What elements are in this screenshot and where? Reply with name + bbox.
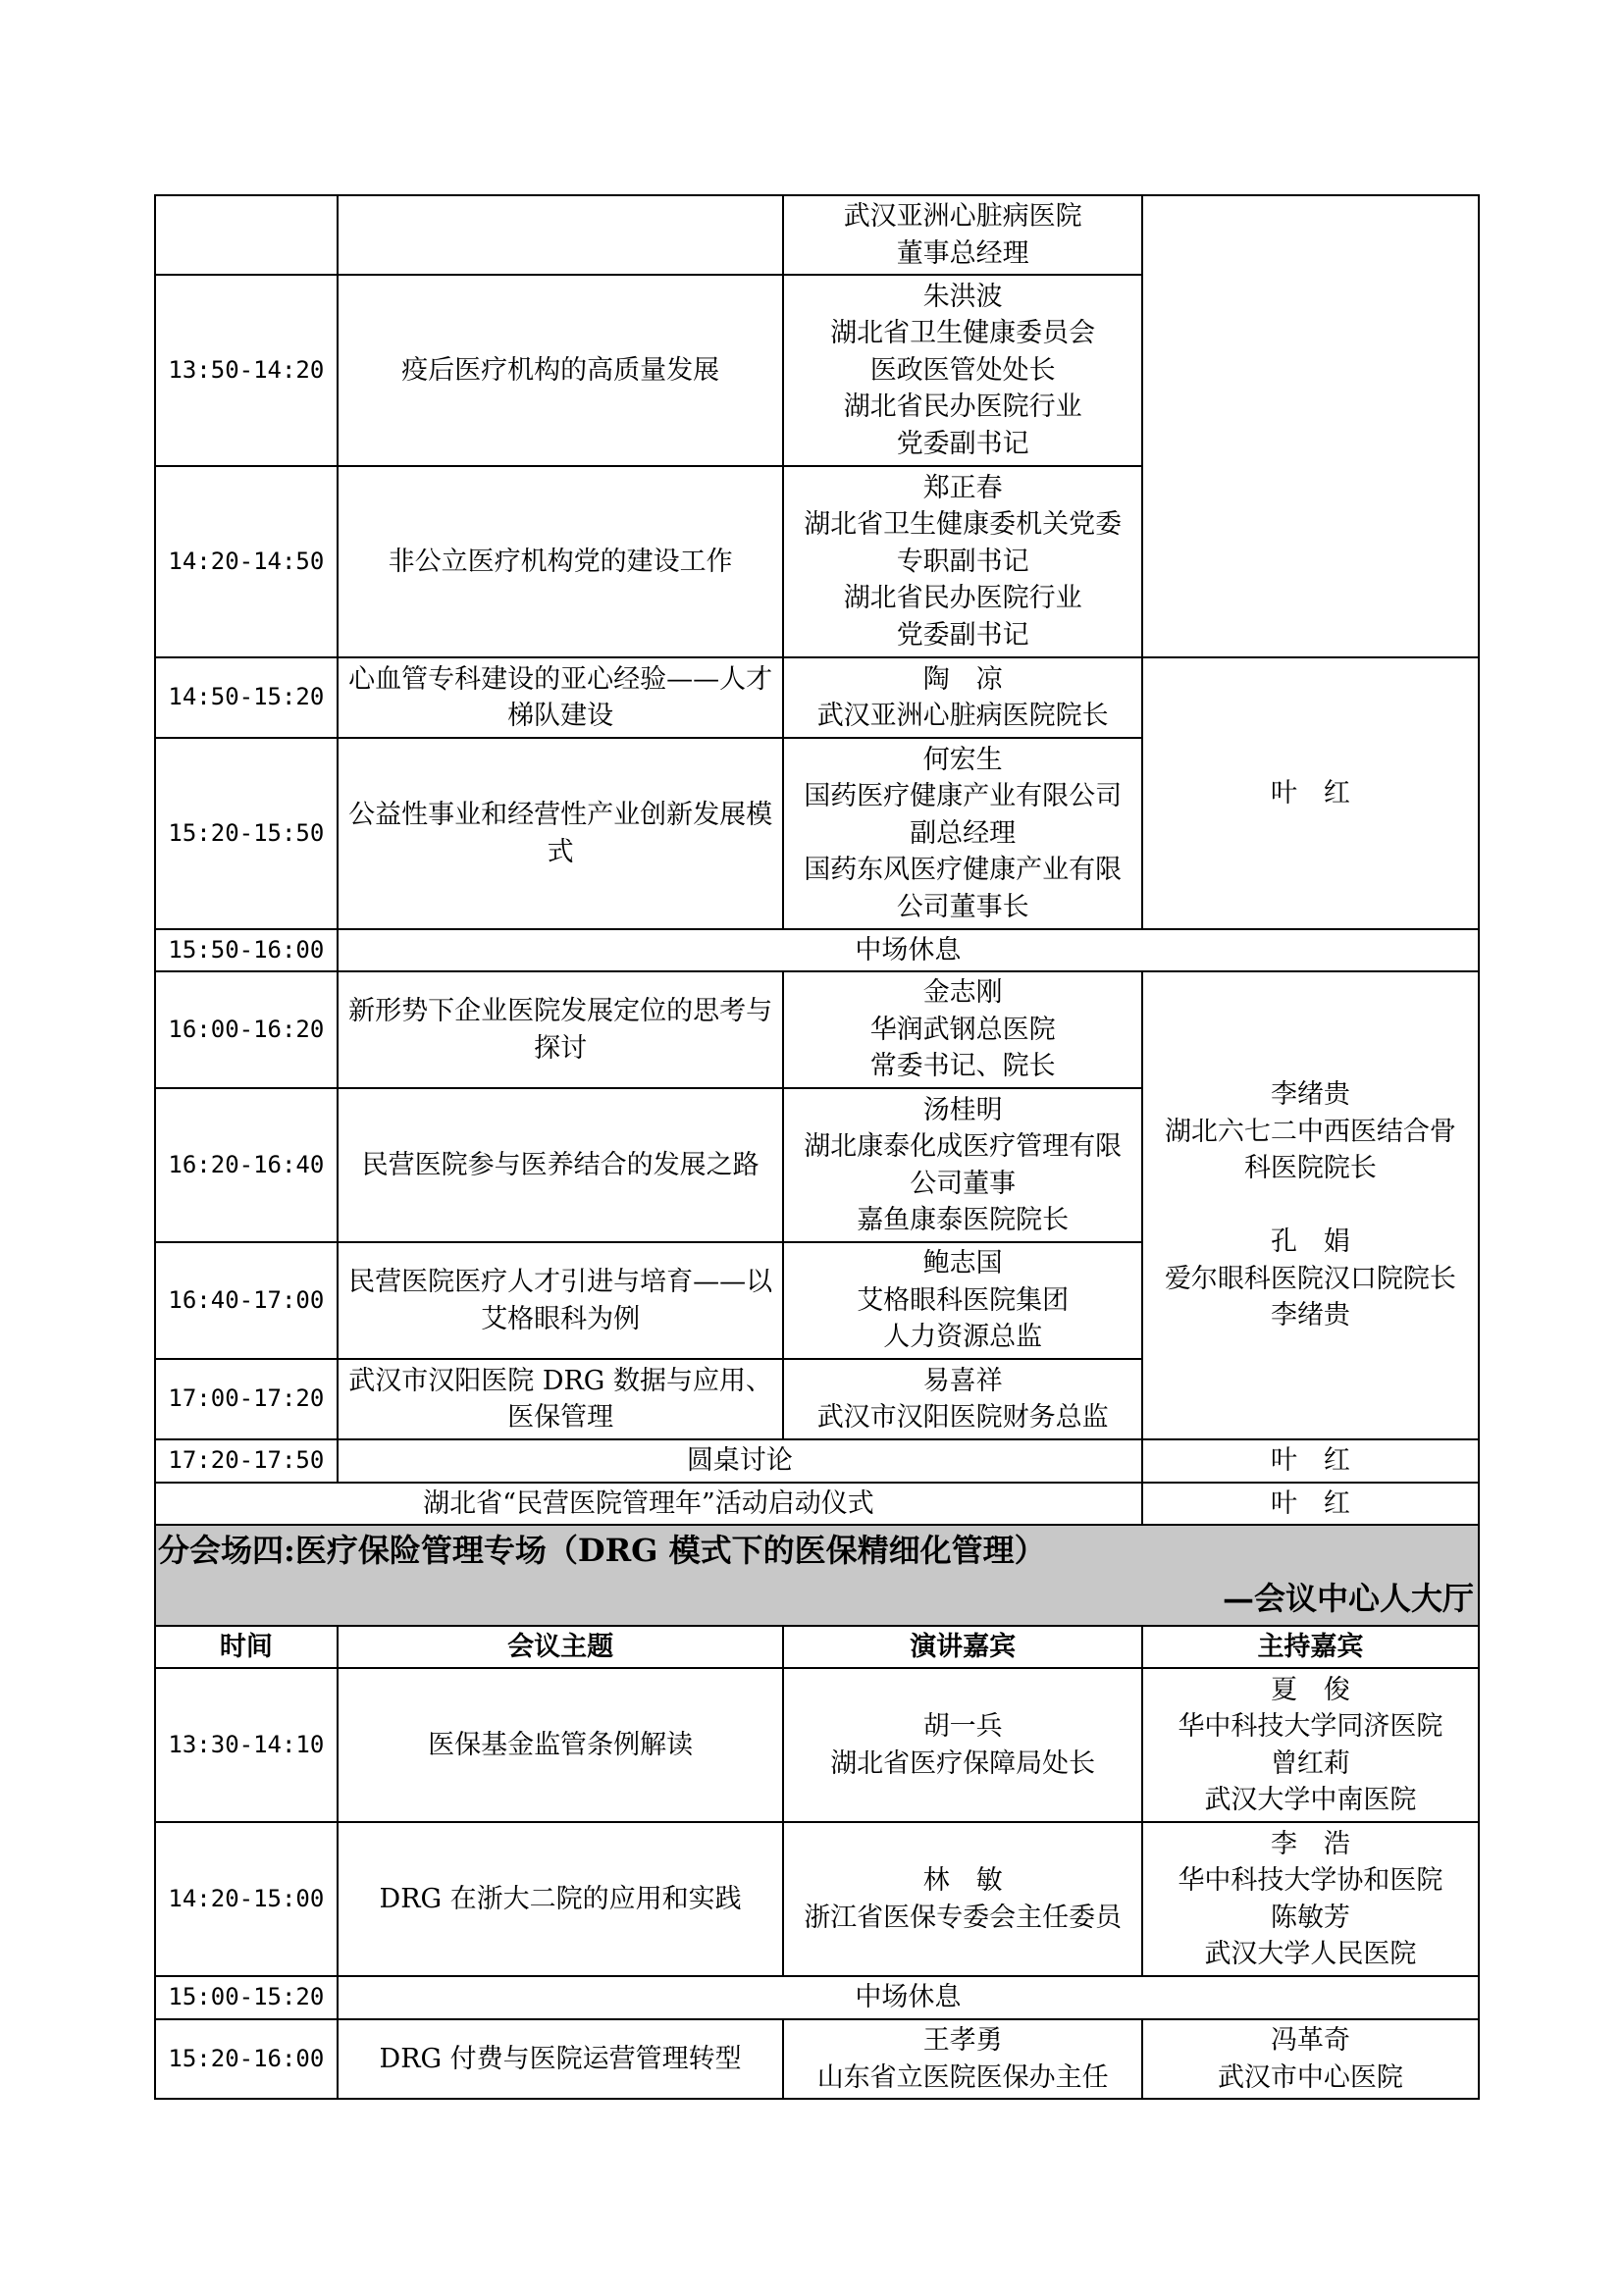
- table-row: [155, 1822, 1479, 1976]
- table-row: [155, 195, 1479, 275]
- speaker-cell: 鲍志国 艾格眼科医院集团 人力资源总监: [783, 1242, 1141, 1359]
- speaker-cell: 陶 凉 武汉亚洲心脏病医院院长: [783, 657, 1141, 738]
- roundtable-label: 圆桌讨论: [338, 1439, 1142, 1483]
- topic-cell: 心血管专科建设的亚心经验——人才梯队建设: [338, 657, 784, 738]
- time-cell: 14:50-15:20: [155, 657, 338, 738]
- host-cell: 李绪贵 湖北六七二中西医结合骨 科医院院长 孔 娟 爱尔眼科医院汉口院院长 李绪贵: [1142, 971, 1479, 1439]
- agenda-table: [154, 194, 1480, 2100]
- topic-cell: 公益性事业和经营性产业创新发展模式: [338, 738, 784, 929]
- host-cell: 冯革奇 武汉市中心医院: [1142, 2019, 1479, 2099]
- time-cell: 15:20-15:50: [155, 738, 338, 929]
- time-cell: 15:00-15:20: [155, 1976, 338, 2019]
- topic-cell: 医保基金监管条例解读: [338, 1668, 784, 1822]
- speaker-cell: 金志刚 华润武钢总医院 常委书记、院长: [783, 971, 1141, 1088]
- break-row: [155, 1976, 1479, 2019]
- time-cell: 14:20-14:50: [155, 466, 338, 657]
- speaker-cell: 朱洪波 湖北省卫生健康委员会 医政医管处处长 湖北省民办医院行业 党委副书记: [783, 275, 1141, 466]
- header-topic: 会议主题: [338, 1626, 784, 1668]
- host-cell: 叶 红: [1142, 657, 1479, 929]
- section-title: 分会场四:医疗保险管理专场（DRG 模式下的医保精细化管理）: [158, 1531, 1046, 1569]
- host-cell: 夏 俊 华中科技大学同济医院 曾红莉 武汉大学中南医院: [1142, 1668, 1479, 1822]
- header-speaker: 演讲嘉宾: [783, 1626, 1141, 1668]
- header-time: 时间: [155, 1626, 338, 1668]
- topic-cell: 武汉市汉阳医院 DRG 数据与应用、医保管理: [338, 1359, 784, 1439]
- topic-cell: DRG 付费与医院运营管理转型: [338, 2019, 784, 2099]
- header-host: 主持嘉宾: [1142, 1626, 1479, 1668]
- topic-cell: DRG 在浙大二院的应用和实践: [338, 1822, 784, 1976]
- topic-cell: [338, 195, 784, 275]
- time-cell: 17:00-17:20: [155, 1359, 338, 1439]
- speaker-cell: 易喜祥 武汉市汉阳医院财务总监: [783, 1359, 1141, 1439]
- time-cell: 16:40-17:00: [155, 1242, 338, 1359]
- table-row: [155, 657, 1479, 738]
- break-label: 中场休息: [338, 929, 1479, 971]
- speaker-cell: 何宏生 国药医疗健康产业有限公司 副总经理 国药东风医疗健康产业有限 公司董事长: [783, 738, 1141, 929]
- topic-cell: 民营医院医疗人才引进与培育——以艾格眼科为例: [338, 1242, 784, 1359]
- speaker-cell: 王孝勇 山东省立医院医保办主任: [783, 2019, 1141, 2099]
- speaker-cell: 林 敏 浙江省医保专委会主任委员: [783, 1822, 1141, 1976]
- time-cell: 13:30-14:10: [155, 1668, 338, 1822]
- time-cell: 16:20-16:40: [155, 1088, 338, 1242]
- table-row: [155, 2019, 1479, 2099]
- topic-cell: 非公立医疗机构党的建设工作: [338, 466, 784, 657]
- section-banner: [155, 1525, 1479, 1626]
- topic-cell: 疫后医疗机构的高质量发展: [338, 275, 784, 466]
- time-cell: 17:20-17:50: [155, 1439, 338, 1483]
- speaker-cell: 胡一兵 湖北省医疗保障局处长: [783, 1668, 1141, 1822]
- time-cell: 15:20-16:00: [155, 2019, 338, 2099]
- break-label: 中场休息: [338, 1976, 1479, 2019]
- column-header-row: [155, 1626, 1479, 1668]
- time-cell: 16:00-16:20: [155, 971, 338, 1088]
- section-venue: —会议中心人大厅: [1222, 1579, 1474, 1617]
- speaker-cell: 汤桂明 湖北康泰化成医疗管理有限 公司董事 嘉鱼康泰医院院长: [783, 1088, 1141, 1242]
- host-cell: 李 浩 华中科技大学协和医院 陈敏芳 武汉大学人民医院: [1142, 1822, 1479, 1976]
- table-row: [155, 971, 1479, 1088]
- ceremony-row: [155, 1483, 1479, 1525]
- host-cell: 叶 红: [1142, 1483, 1479, 1525]
- section-header: [155, 1525, 1479, 1626]
- speaker-cell: 郑正春 湖北省卫生健康委机关党委 专职副书记 湖北省民办医院行业 党委副书记: [783, 466, 1141, 657]
- agenda-page: [154, 194, 1480, 2100]
- time-cell: 14:20-15:00: [155, 1822, 338, 1976]
- time-cell: 13:50-14:20: [155, 275, 338, 466]
- roundtable-row: [155, 1439, 1479, 1483]
- host-cell: 叶 红: [1142, 1439, 1479, 1483]
- break-row: [155, 929, 1479, 971]
- time-cell: [155, 195, 338, 275]
- time-cell: 15:50-16:00: [155, 929, 338, 971]
- topic-cell: 民营医院参与医养结合的发展之路: [338, 1088, 784, 1242]
- host-cell-empty: [1142, 195, 1479, 657]
- ceremony-label: 湖北省“民营医院管理年”活动启动仪式: [155, 1483, 1142, 1525]
- speaker-cell: 武汉亚洲心脏病医院 董事总经理: [783, 195, 1141, 275]
- topic-cell: 新形势下企业医院发展定位的思考与探讨: [338, 971, 784, 1088]
- table-row: [155, 1668, 1479, 1822]
